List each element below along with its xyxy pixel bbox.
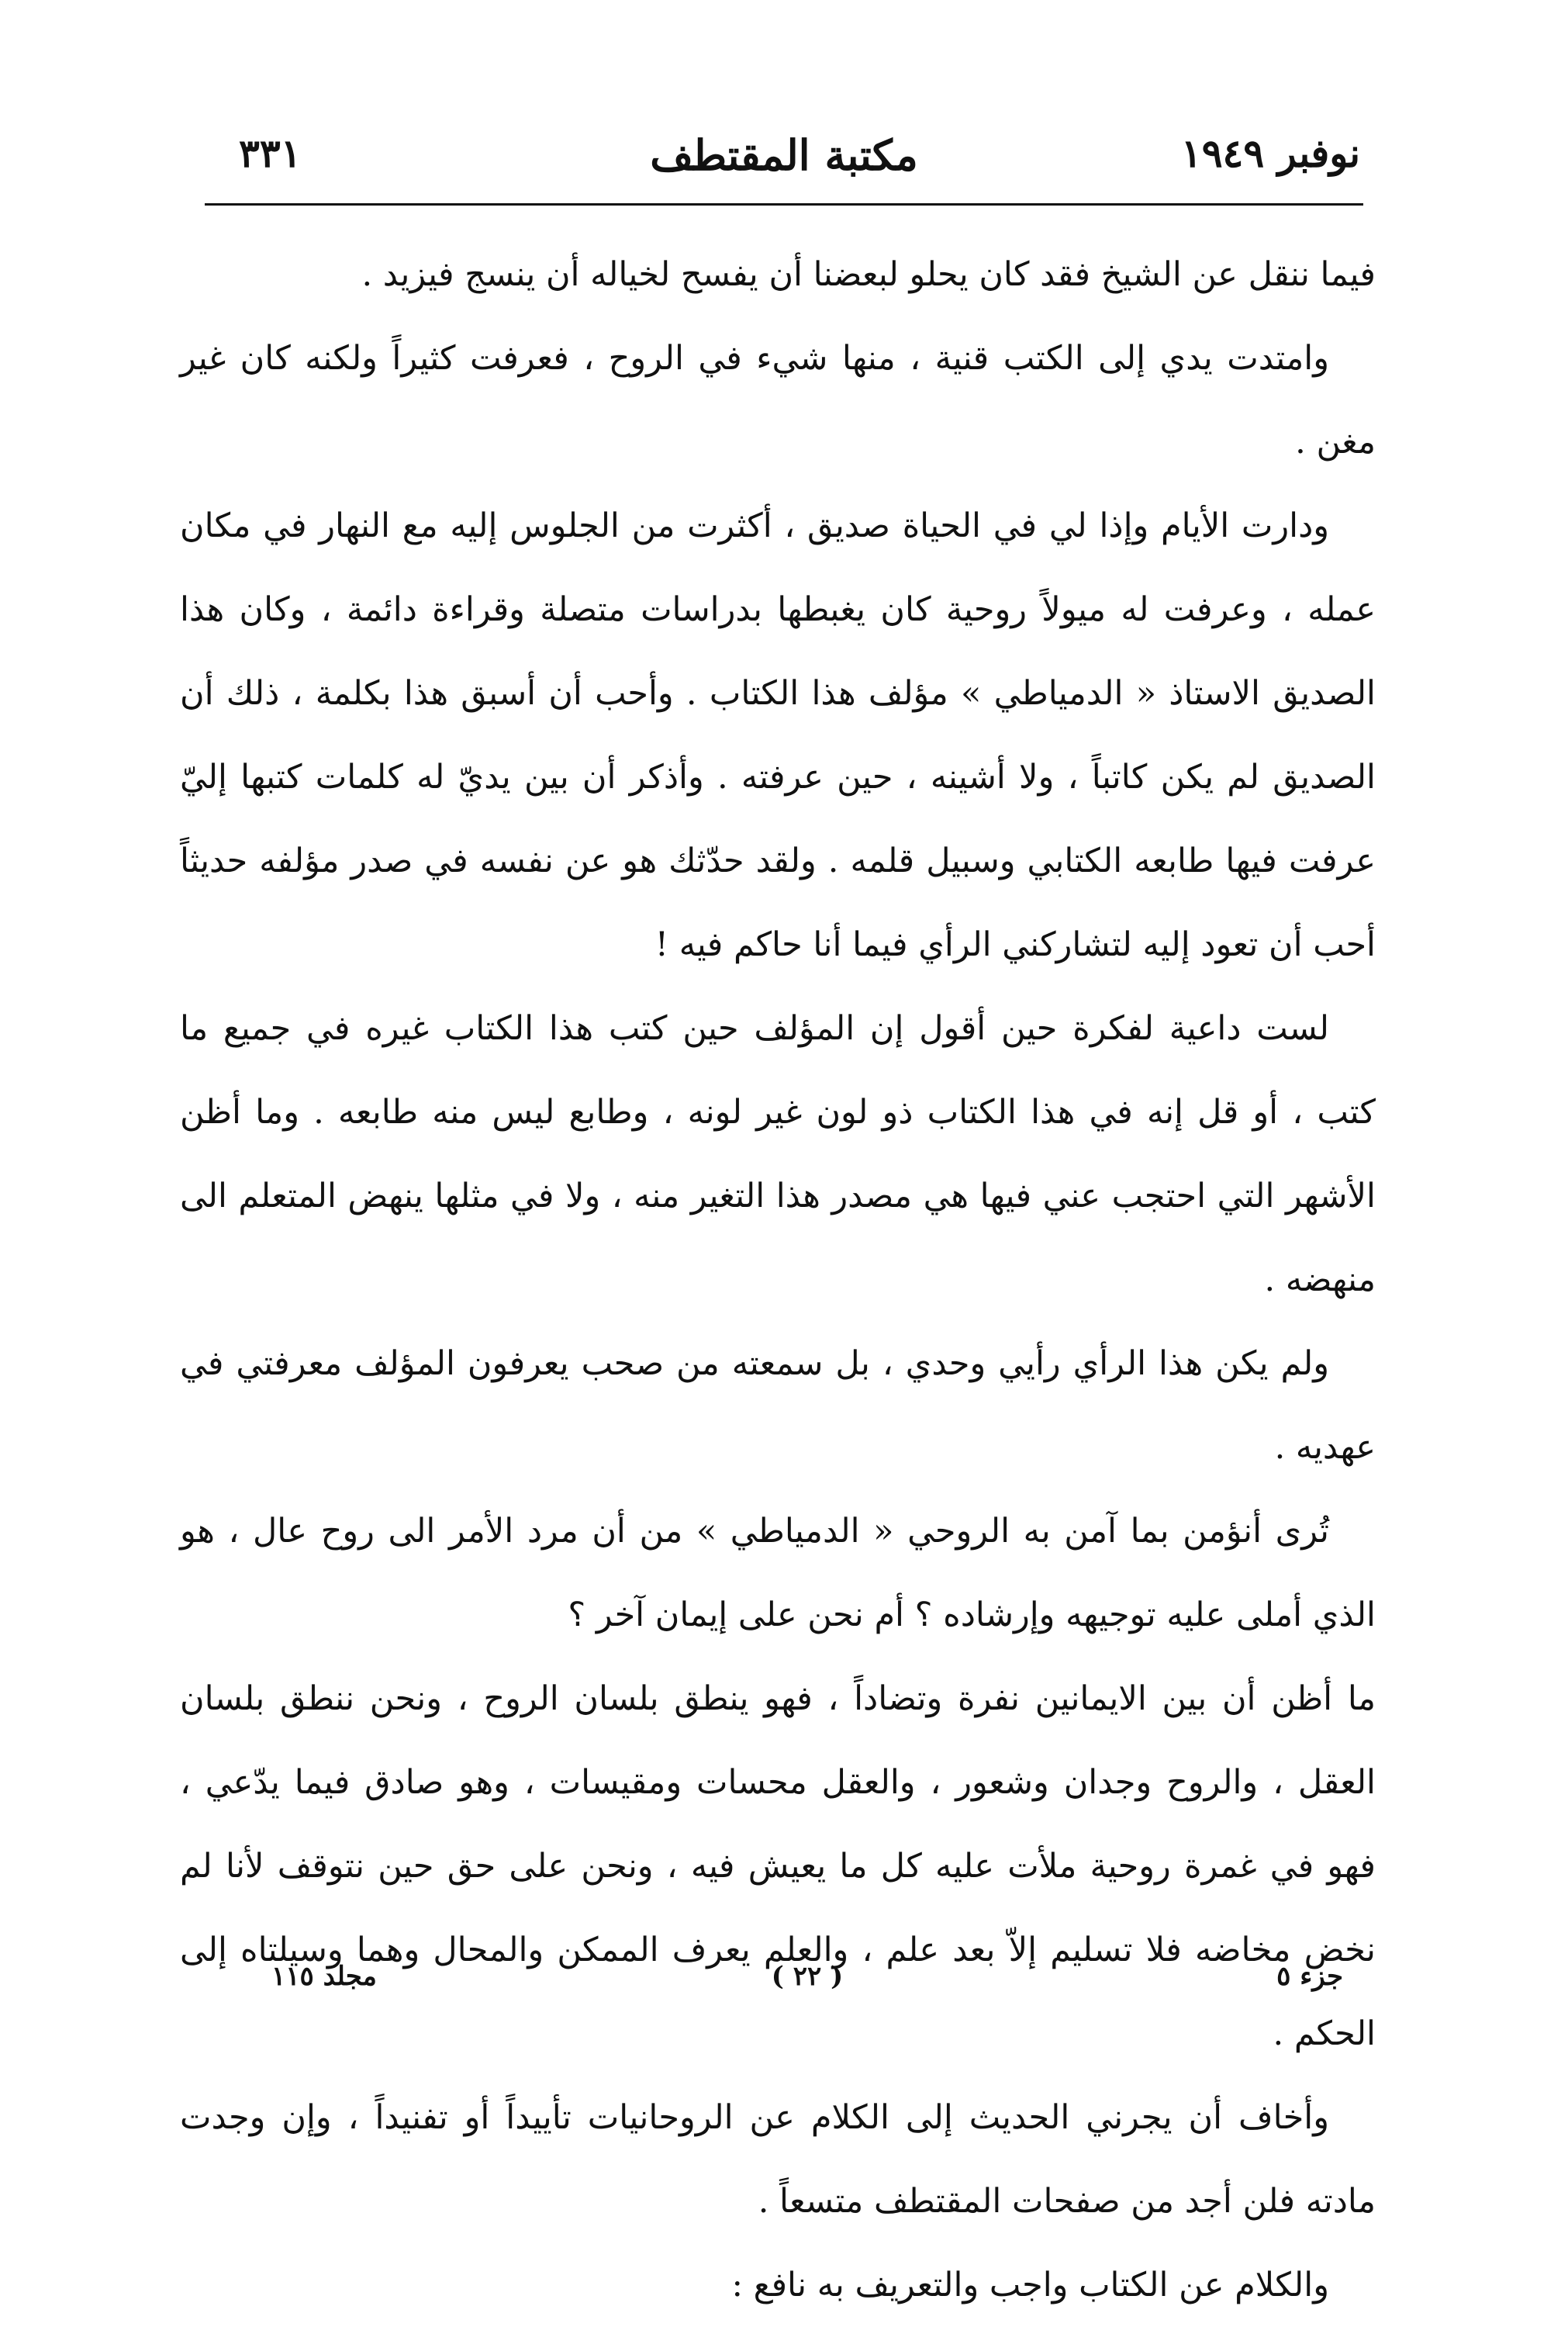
paragraph-5: ولم يكن هذا الرأي رأيي وحدي ، بل سمعته من صحب يعرفون المؤلف معرفتي في عهديه . (180, 1344, 1376, 1467)
paragraph-2: وامتدت يدي إلى الكتب قنية ، منها شيء في الروح ، فعرفت كثيراً ولكنه كان غير مغن . (180, 339, 1376, 462)
header-title: مكتبة المقتطف (650, 130, 918, 180)
footer-part: جزء ٥ (1276, 1961, 1343, 1992)
paragraph-3: ودارت الأيام وإذا لي في الحياة صديق ، أكثرت من الجلوس إليه مع النهار في مكان عمله ، وعرفت له ميولاً روحية كان يغبطها بدراسات متصلة وقراءة دائمة ، وكان هذا الصديق الاستاذ « الدمياطي » مؤلف هذا الكتاب . وأحب أن أسبق هذا بكلمة ، ذلك أن الصديق لم يكن كاتباً ، ولا أشينه ، حين عرفته . وأذكر أن بين يديّ له كلمات كتبها إليّ عرفت فيها طابعه الكتابي وسبيل قلمه . ولقد حدّثك هو عن نفسه في صدر مؤلفه حديثاً أحب أن تعود إليه لتشاركني الرأي فيما أنا حاكم فيه ! (180, 507, 1376, 964)
paragraph-7: ما أظن أن بين الايمانين نفرة وتضاداً ، فهو ينطق بلسان الروح ، ونحن ننطق بلسان العقل ، والروح وجدان وشعور ، والعقل محسات ومقيسات ، وهو صادق فيما يدّعي ، فهو في غمرة روحية ملأت عليه كل ما يعيش فيه ، ونحن على حق حين نتوقف لأنا لم نخض مخاضه فلا تسليم إلاّ بعد علم ، والعلم يعرف الممكن والمحال وهما وسيلتاه إلى الحكم . (180, 1679, 1376, 2053)
running-head (208, 130, 1360, 192)
paragraph-6: تُرى أنؤمن بما آمن به الروحي « الدمياطي » من أن مرد الأمر الى روح عال ، هو الذي أملى عليه توجيهه وإرشاده ؟ أم نحن على إيمان آخر ؟ (180, 1512, 1376, 1634)
paragraph-9: والكلام عن الكتاب واجب والتعريف به نافع : (731, 2266, 1329, 2305)
footer-volume: مجلد ١١٥ (271, 1961, 377, 1992)
footer-signature: ( ٢٢ ) (771, 1961, 844, 1992)
page-number: ٣٣١ (239, 130, 302, 176)
header-rule (205, 203, 1363, 206)
paragraph-1: فيما ننقل عن الشيخ فقد كان يحلو لبعضنا أن يفسح لخياله أن ينسج فيزيد . (361, 255, 1376, 294)
paragraph-4: لست داعية لفكرة حين أقول إن المؤلف حين كتب هذا الكتاب غيره في جميع ما كتب ، أو قل إنه في هذا الكتاب ذو لون غير لونه ، وطابع ليس منه طابعه . وما أظن الأشهر التي احتجب عني فيها هي مصدر هذا التغير منه ، ولا في مثلها ينهض المتعلم الى منهضه . (180, 1009, 1376, 1299)
page-footer (271, 1961, 1343, 2007)
paragraph-8: وأخاف أن يجرني الحديث إلى الكلام عن الروحانيات تأييداً أو تفنيداً ، وإن وجدت مادته فلن أجد من صفحات المقتطف متسعاً . (180, 2098, 1376, 2221)
header-date: نوفبر ١٩٤٩ (1180, 130, 1360, 176)
